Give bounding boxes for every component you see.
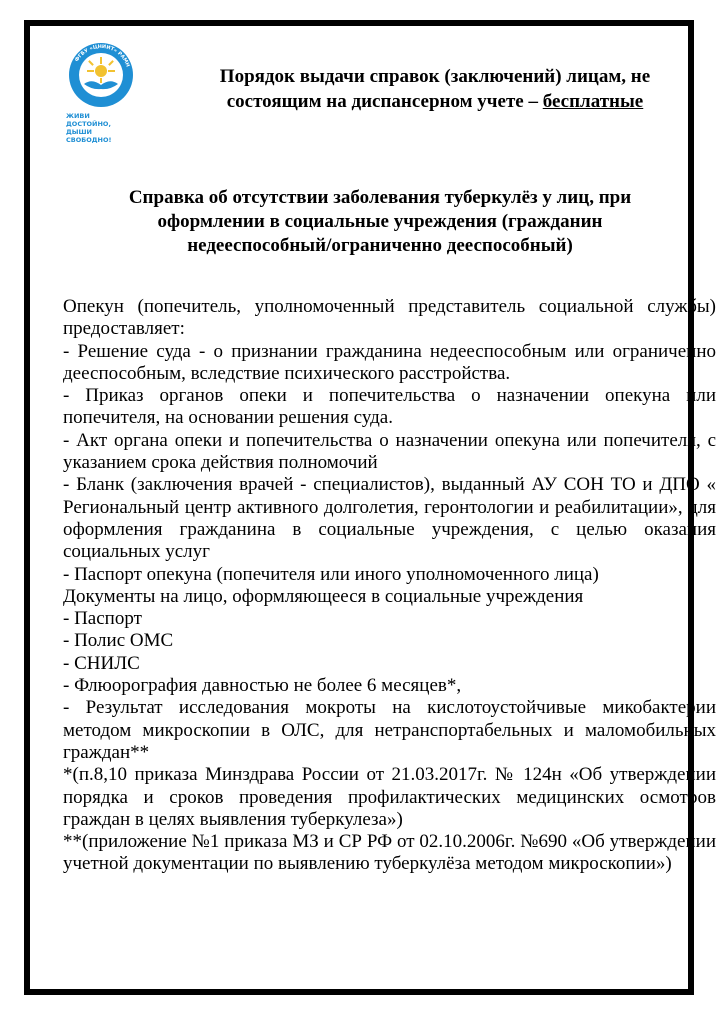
logo-emblem-icon: [66, 38, 136, 112]
document-subtitle: [60, 186, 700, 258]
list-item-snils: - СНИЛС: [63, 652, 140, 674]
logo: [66, 38, 136, 144]
subtitle-line3: недееспособный/ограниченно дееспособный): [187, 235, 573, 256]
page-title-line2-prefix: состоящим на диспансерном учете –: [226, 91, 543, 112]
list-item-guardianship-act: - Акт органа опеки и попечительства о назначении опекуна или попечителя, с указанием срока действия полномочий: [63, 429, 716, 474]
list-item-fluorography: - Флюорография давностью не более 6 месяцев*,: [63, 675, 462, 697]
list-item-sputum-test: - Результат исследования мокроты на кислотоустойчивые микобактерии методом микроскопии в ОЛС, для нетранспортабельных и маломобильных граждан**: [63, 697, 716, 763]
document-body: [63, 296, 716, 876]
intro-paragraph: Опекун (попечитель, уполномоченный представитель социальной службы) предоставляет:: [63, 296, 716, 340]
logo-tagline-line1: ЖИВИ ДОСТОЙНО,: [66, 112, 111, 128]
page-title-line2: [170, 89, 700, 114]
list-item-form: - Бланк (заключения врачей - специалистов), выданный АУ СОН ТО и ДПО « Региональный центр активного долголетия, геронтологии и реабилитации», для оформления гражданина в социальные учреждения, с целью оказания социальных услуг: [63, 474, 716, 563]
logo-tagline-line2: ДЫШИ СВОБОДНО!: [66, 128, 112, 144]
subtitle-line2: оформлении в социальные учреждения (гражданин: [157, 211, 603, 232]
logo-tagline: [66, 112, 136, 144]
list-item-oms-policy: - Полис ОМС: [63, 630, 174, 652]
logo-ring-text: ФГБУ «ЦНИИТ» РАМН: [73, 43, 131, 68]
section-heading-documents: Документы на лицо, оформляющееся в социальные учреждения: [63, 585, 584, 607]
list-item-guardianship-order: - Приказ органов опеки и попечительства о назначении опекуна или попечителя, на основании решения суда.: [63, 385, 716, 429]
list-item-passport: - Паспорт: [63, 608, 142, 630]
list-item-court-decision: - Решение суда - о признании гражданина недееспособным или ограниченно дееспособным, вследствие психического расстройства.: [63, 340, 716, 384]
free-of-charge-label: бесплатные: [542, 91, 644, 112]
footnote-1: *(п.8,10 приказа Минздрава России от 21.03.2017г. № 124н «Об утверждении порядка и сроков проведения профилактических медицинских осмотров граждан в целях выявления туберкулеза»): [63, 764, 716, 830]
page-frame: [24, 20, 716, 995]
page-title-line1: Порядок выдачи справок (заключений) лицам, не: [219, 66, 651, 87]
footnote-2: **(приложение №1 приказа МЗ и СР РФ от 02.10.2006г. №690 «Об утверждении учетной документации по выявлению туберкулёза методом микроскопии»): [63, 831, 716, 875]
list-item-guardian-passport: - Паспорт опекуна (попечителя или иного уполномоченного лица): [63, 563, 599, 585]
page-title: [170, 64, 700, 114]
subtitle-line1: Справка об отсутствии заболевания туберкулёз у лиц, при: [128, 187, 632, 208]
